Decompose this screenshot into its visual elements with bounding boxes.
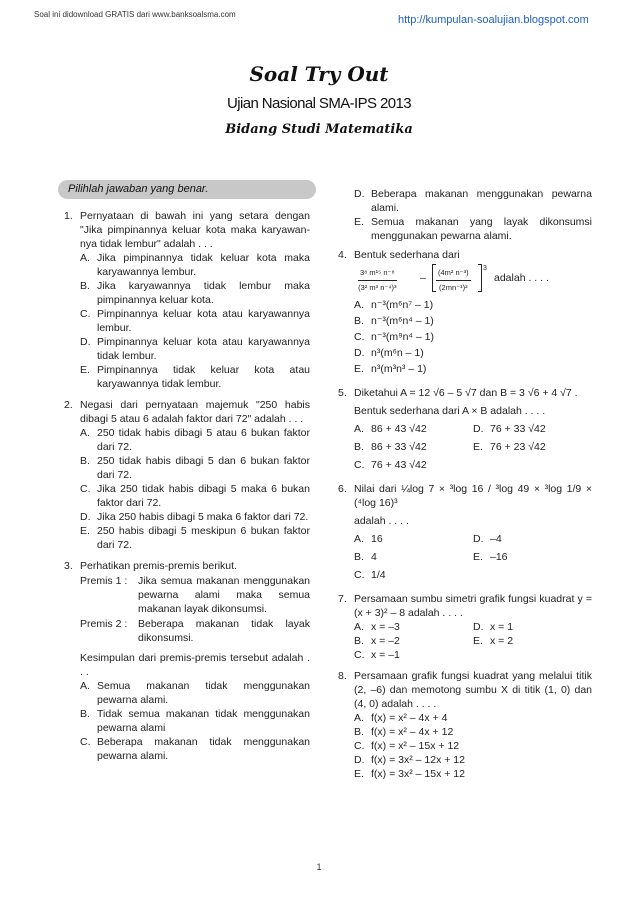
premise-text: Jika semua makanan menggunakan pewarna alami maka semua makanan layak dikonsumsi. bbox=[138, 575, 310, 615]
option-text: 86 + 33 √42 bbox=[371, 441, 427, 453]
option-text: f(x) = 3x² – 12x + 12 bbox=[371, 754, 465, 766]
option-letter: B. bbox=[80, 455, 90, 467]
option[interactable] bbox=[80, 307, 310, 335]
option-text: x = –2 bbox=[371, 635, 400, 647]
question-7 bbox=[338, 592, 592, 662]
option-text: 4 bbox=[371, 551, 377, 563]
option[interactable] bbox=[354, 620, 473, 634]
option-text: Jika 250 habis dibagi 5 maka 6 faktor dari 72. bbox=[97, 511, 309, 523]
option-text: Jika pimpinannya tidak keluar kota maka karyawannya lembur. bbox=[97, 252, 310, 278]
option-letter: C. bbox=[354, 740, 365, 752]
option[interactable] bbox=[354, 550, 473, 564]
option-letter: E. bbox=[354, 768, 364, 780]
option[interactable] bbox=[80, 482, 310, 510]
option-letter: D. bbox=[354, 754, 365, 766]
option[interactable] bbox=[354, 422, 473, 436]
option-text: 86 + 43 √42 bbox=[371, 423, 427, 435]
option-letter: A. bbox=[80, 252, 90, 264]
option-text: 250 habis dibagi 5 meskipun 6 bukan faktor dari 72. bbox=[97, 525, 310, 551]
blog-link[interactable]: http://kumpulan-soalujian.blogspot.com bbox=[398, 14, 589, 26]
option[interactable] bbox=[354, 767, 592, 781]
question-stem: Pernyataan di bawah ini yang setara dengan "Jika pimpinannya keluar kota maka karyawan-nya tidak lembur" adalah . . . bbox=[80, 210, 310, 250]
option-text: Jika 250 tidak habis dibagi 5 maka 6 bukan faktor dari 72. bbox=[97, 483, 310, 509]
option[interactable] bbox=[80, 679, 310, 707]
option-letter: C. bbox=[80, 483, 91, 495]
page-number: 1 bbox=[316, 862, 322, 872]
option[interactable] bbox=[354, 753, 592, 767]
option[interactable] bbox=[354, 187, 592, 215]
option-text: Tidak semua makanan tidak menggunakan pewarna alami bbox=[97, 708, 310, 734]
option-letter: B. bbox=[80, 280, 90, 292]
option-letter: C. bbox=[354, 569, 365, 581]
option-letter: A. bbox=[80, 427, 90, 439]
question-stem-2: Bentuk sederhana dari A × B adalah . . . . bbox=[354, 405, 546, 417]
option-letter: C. bbox=[80, 736, 91, 748]
option-text: f(x) = x² – 15x + 12 bbox=[371, 740, 460, 752]
option[interactable] bbox=[354, 648, 473, 662]
option-text: 250 tidak habis dibagi 5 atau 6 bukan faktor dari 72. bbox=[97, 427, 310, 453]
option-letter: C. bbox=[80, 308, 91, 320]
option[interactable] bbox=[80, 510, 310, 524]
option-text: f(x) = x² – 4x + 4 bbox=[371, 712, 448, 724]
question-number: 8. bbox=[338, 670, 347, 682]
option-letter: D. bbox=[354, 188, 365, 200]
exam-subject: Bidang Studi Matematika bbox=[225, 122, 413, 137]
option-text: Semua makanan yang layak dikonsumsi menggunakan pewarna alami. bbox=[371, 216, 592, 242]
option-letter: B. bbox=[354, 315, 364, 327]
option-letter: A. bbox=[354, 712, 364, 724]
fraction-denominator: (3² m³ n⁻⁴)³ bbox=[358, 283, 397, 292]
option[interactable] bbox=[354, 298, 592, 312]
option[interactable] bbox=[80, 335, 310, 363]
option[interactable] bbox=[473, 634, 592, 648]
options-grid bbox=[354, 528, 592, 582]
option-text: Jika karyawannya tidak lembur maka pimpinannya keluar kota. bbox=[97, 280, 310, 306]
question-tail: adalah . . . . bbox=[494, 272, 549, 284]
option-text: 16 bbox=[371, 533, 383, 545]
option-letter: B. bbox=[354, 726, 364, 738]
option-text: 76 + 43 √42 bbox=[371, 459, 427, 471]
bracket-exponent: 3 bbox=[483, 265, 487, 272]
option-letter: B. bbox=[354, 551, 364, 563]
option[interactable] bbox=[473, 620, 592, 634]
fraction-1 bbox=[358, 266, 397, 295]
option[interactable] bbox=[473, 440, 592, 454]
option-letter: D. bbox=[354, 347, 365, 359]
fraction-denominator: (2mn⁻¹)² bbox=[439, 283, 468, 292]
question-number: 5. bbox=[338, 387, 347, 399]
conclusion-prompt: Kesimpulan dari premis-premis tersebut adalah . . . bbox=[80, 652, 310, 678]
option[interactable] bbox=[354, 215, 592, 243]
premise-1 bbox=[80, 574, 310, 616]
right-column bbox=[338, 187, 592, 788]
option-letter: E. bbox=[354, 216, 364, 228]
option[interactable] bbox=[354, 346, 592, 360]
option-letter: E. bbox=[473, 551, 483, 563]
option-letter: E. bbox=[473, 635, 483, 647]
option-text: –4 bbox=[490, 533, 502, 545]
option[interactable] bbox=[80, 735, 310, 763]
left-column bbox=[64, 209, 310, 770]
option-letter: C. bbox=[354, 649, 365, 661]
question-stem: Persamaan sumbu simetri grafik fungsi kuadrat y = (x + 3)² – 8 adalah . . . . bbox=[354, 593, 592, 619]
option-text: Pimpinannya tidak keluar kota atau karyawannya tidak lembur. bbox=[97, 364, 310, 390]
question-3-continued bbox=[338, 187, 592, 243]
option[interactable] bbox=[354, 440, 473, 454]
option[interactable] bbox=[354, 362, 592, 376]
question-stem: Nilai dari ¼log 7 × ³log 16 / ³log 49 × ³log 1/9 × (⁴log 16)³ bbox=[354, 483, 592, 509]
option-text: n³(m³n³ – 1) bbox=[371, 363, 427, 375]
option[interactable] bbox=[354, 725, 592, 739]
option-text: 76 + 33 √42 bbox=[490, 423, 546, 435]
option-letter: A. bbox=[354, 533, 364, 545]
question-2 bbox=[64, 398, 310, 552]
exam-subtitle: Ujian Nasional SMA-IPS 2013 bbox=[227, 95, 411, 112]
option[interactable] bbox=[80, 707, 310, 735]
question-number: 2. bbox=[64, 399, 73, 411]
option-text: 250 tidak habis dibagi 5 dan 6 bukan faktor dari 72. bbox=[97, 455, 310, 481]
exponent-formula bbox=[354, 264, 592, 294]
source-note: Soal ini didownload GRATIS dari www.banksoalsma.com bbox=[34, 10, 236, 19]
option-text: 76 + 23 √42 bbox=[490, 441, 546, 453]
option[interactable] bbox=[80, 363, 310, 391]
option-letter: C. bbox=[354, 331, 365, 343]
question-stem-2: adalah . . . . bbox=[354, 515, 409, 527]
question-6 bbox=[338, 482, 592, 582]
option-letter: E. bbox=[80, 525, 90, 537]
option[interactable] bbox=[80, 426, 310, 454]
option-text: –16 bbox=[490, 551, 508, 563]
question-stem: Diketahui A = 12 √6 – 5 √7 dan B = 3 √6 + 4 √7 . bbox=[354, 387, 578, 399]
option-text: 1/4 bbox=[371, 569, 386, 581]
question-3 bbox=[64, 559, 310, 763]
option[interactable] bbox=[354, 458, 473, 472]
option-text: x = 2 bbox=[490, 635, 514, 647]
option-text: Pimpinannya keluar kota atau karyawannya lembur. bbox=[97, 308, 310, 334]
option[interactable] bbox=[80, 454, 310, 482]
option[interactable] bbox=[354, 532, 473, 546]
option-letter: D. bbox=[80, 336, 91, 348]
premise-label: Premis 2 : bbox=[80, 618, 128, 630]
option-letter: A. bbox=[354, 621, 364, 633]
premise-label: Premis 1 : bbox=[80, 575, 128, 587]
question-4 bbox=[338, 248, 592, 376]
fraction-numerator: (4m² n⁻³) bbox=[436, 266, 471, 281]
option-letter: E. bbox=[473, 441, 483, 453]
option-text: n³(m⁶n – 1) bbox=[371, 347, 424, 359]
question-8 bbox=[338, 669, 592, 781]
option[interactable] bbox=[354, 739, 592, 753]
question-stem: Persamaan grafik fungsi kuadrat yang melalui titik (2, –6) dan memotong sumbu X di titik (1, 0) dan (4, 0) adalah . . . . bbox=[354, 670, 592, 710]
option-text: n⁻³(m⁶n⁷ – 1) bbox=[371, 299, 434, 311]
option-text: f(x) = x² – 4x + 12 bbox=[371, 726, 454, 738]
question-number: 6. bbox=[338, 483, 347, 495]
option[interactable] bbox=[473, 532, 592, 546]
option[interactable] bbox=[354, 330, 592, 344]
option-letter: D. bbox=[473, 621, 484, 633]
option-text: f(x) = 3x² – 15x + 12 bbox=[371, 768, 465, 780]
minus-sign: – bbox=[420, 272, 426, 284]
premise-2 bbox=[80, 617, 310, 645]
question-stem: Bentuk sederhana dari bbox=[354, 249, 460, 261]
option-text: Pimpinannya keluar kota atau karyawannya tidak lembur. bbox=[97, 336, 310, 362]
question-number: 7. bbox=[338, 593, 347, 605]
option[interactable] bbox=[354, 711, 592, 725]
bracket-right bbox=[478, 264, 482, 292]
option-text: Semua makanan tidak menggunakan pewarna alami. bbox=[97, 680, 310, 706]
option[interactable] bbox=[473, 550, 592, 564]
option-letter: B. bbox=[80, 708, 90, 720]
option-letter: B. bbox=[354, 441, 364, 453]
option-letter: C. bbox=[354, 459, 365, 471]
option-text: Beberapa makanan menggunakan pewarna alami. bbox=[371, 188, 592, 214]
option-letter: A. bbox=[354, 423, 364, 435]
option[interactable] bbox=[354, 568, 473, 582]
option-text: x = –1 bbox=[371, 649, 400, 661]
option-letter: A. bbox=[80, 680, 90, 692]
option[interactable] bbox=[80, 524, 310, 552]
question-number: 1. bbox=[64, 210, 73, 222]
option-letter: D. bbox=[80, 511, 91, 523]
option[interactable] bbox=[354, 634, 473, 648]
option[interactable] bbox=[354, 314, 592, 328]
question-5 bbox=[338, 386, 592, 472]
premise-text: Beberapa makanan tidak layak dikonsumsi. bbox=[138, 618, 310, 644]
question-number: 3. bbox=[64, 560, 73, 572]
option-letter: A. bbox=[354, 299, 364, 311]
option[interactable] bbox=[473, 422, 592, 436]
question-number: 4. bbox=[338, 249, 347, 261]
option-letter: B. bbox=[354, 635, 364, 647]
option[interactable] bbox=[80, 251, 310, 279]
question-stem: Perhatikan premis-premis berikut. bbox=[80, 560, 237, 572]
fraction-2 bbox=[436, 266, 471, 295]
option-text: Beberapa makanan tidak menggunakan pewarna alami. bbox=[97, 736, 310, 762]
option[interactable] bbox=[80, 279, 310, 307]
instruction-banner: Pilihlah jawaban yang benar. bbox=[58, 180, 316, 199]
question-1 bbox=[64, 209, 310, 391]
option-letter: D. bbox=[473, 423, 484, 435]
option-text: x = –3 bbox=[371, 621, 400, 633]
option-letter: E. bbox=[354, 363, 364, 375]
exam-title: Soal Try Out bbox=[249, 62, 389, 86]
option-letter: E. bbox=[80, 364, 90, 376]
option-text: n⁻³(m⁹n⁴ – 1) bbox=[371, 331, 434, 343]
option-text: n⁻³(m⁶n⁴ – 1) bbox=[371, 315, 434, 327]
options-grid bbox=[354, 418, 592, 472]
option-letter: D. bbox=[473, 533, 484, 545]
option-text: x = 1 bbox=[490, 621, 514, 633]
question-stem: Negasi dari pernyataan majemuk "250 habis dibagi 5 atau 6 adalah faktor dari 72" adalah . . . bbox=[80, 399, 310, 425]
options-grid bbox=[354, 620, 592, 662]
fraction-numerator: 3⁸ m¹⁵ n⁻⁸ bbox=[358, 266, 397, 281]
